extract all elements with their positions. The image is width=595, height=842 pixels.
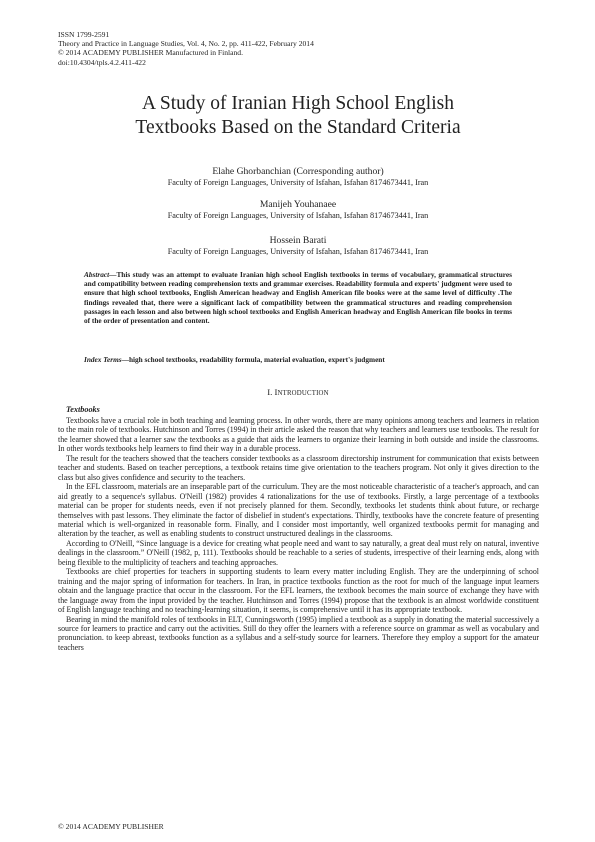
author-affiliation: Faculty of Foreign Languages, University of Isfahan, Isfahan 8174673441, Iran [167,210,429,220]
body-paragraph: In the EFL classroom, materials are an inseparable part of the curriculum. They are the most noticeable characteristic of a teacher's approach, and can aid greatly to a sequence's syllabus. O'Neill (1982) provides 4 rationalizations for the use of textbooks. Firstly, a large percentage of a textbooks material can be proper for students needs, even if not precisely planned for them. Secondly, textbooks let students think about future, or recharge themselves with past lessons. They eliminate the factor of disbelief in student's expectations. Thirdly, textbooks have the concrete feature of presenting material which is well-organized in reasonable form. Finally, and I consider most importantly, well organized textbooks permit for managing and alteration by the teacher, as well as enabling students to construct unstructured dealings in the classrooms. [58,482,539,539]
page-footer: © 2014 ACADEMY PUBLISHER [58,822,164,831]
body-paragraph: According to O'Neill, “Since language is a device for creating what people need and want to say naturally, a great deal must rely on natural, inventive dealings in the classroom.” O'Neill (1982, p, 111). Textbooks should be reachable to a series of students, irrespective of their learning ends, along with being flexible to the multiplicity of teachers and teaching approaches. [58,538,539,567]
body-text [58,416,539,652]
author-block-2 [58,199,538,221]
abstract-text: —This study was an attempt to evaluate Iranian high school English textbooks in terms of vocabulary, grammatical structures and compatibility between reading comprehension texts and grammar exercises. Readability formula and experts' judgment were used to ensure that high school textbooks, English American headway and English American file books were at the same level of difficulty .The findings revealed that, there were a significant lack of compatibility between the grammatical structures and reading comprehension passages in each lesson and also between high school textbooks and English American headway and English American file books in terms of the order of presentation and content. [84,270,512,326]
section-first-letter: I [274,387,278,397]
author-name: Elahe Ghorbanchian (Corresponding author) [212,166,384,177]
issn-line: ISSN 1799-2591 [58,30,110,39]
author-name: Hossein Barati [269,235,327,246]
author-block-3 [58,235,538,257]
section-numeral: I. [267,387,273,397]
abstract-label: Abstract [84,270,110,279]
journal-header [58,30,538,67]
title-line-1: A Study of Iranian High School English [142,93,454,114]
author-name: Manijeh Youhanaee [259,199,337,210]
paper-title [58,92,538,140]
doi-line: doi:10.4304/tpls.4.2.411-422 [58,57,146,67]
abstract [84,270,512,325]
body-paragraph: Textbooks have a crucial role in both teaching and learning process. In other words, there are many opinions among teachers and learners in relation to the main role of textbooks. Hutchinson and Torres (1994) in their article asked the reason that why teachers and learners use textbooks. The result for the learner showed that a learner saw the textbooks as a guide that aids the learners to organize their learning in both outside and inside the classrooms. In other words textbooks help learners to find their way in a durable process. [58,416,539,454]
author-block-1 [58,166,538,188]
section-rest: NTRODUCTION [277,390,329,397]
copyright-line: © 2014 ACADEMY PUBLISHER Manufactured in Finland. [58,48,243,58]
author-affiliation: Faculty of Foreign Languages, University of Isfahan, Isfahan 8174673441, Iran [167,177,429,187]
author-affiliation: Faculty of Foreign Languages, University of Isfahan, Isfahan 8174673441, Iran [167,246,429,256]
body-paragraph: The result for the teachers showed that the teachers consider textbooks as a classroom directorship instrument for communication that exists between teacher and students. Based on teacher perceptions, a textbook retains time give orientation to the teachers program. Not only it gives direction to the class but also gives confidence and security to the teachers. [58,453,539,482]
section-heading [58,387,538,399]
index-terms-label: Index Terms [84,355,122,364]
body-paragraph: Textbooks are chief properties for teachers in supporting students to learn every matter including English. They are the underpinning of school training and the major spring of information for teachers. In Iran, in practice textbooks function as the root for much of the language input learners obtain and the language practice that occur in the classroom. For the EFL learners, the textbook becomes the main source of exchange they have with the language away from the input provided by the teacher. Hutchinson and Torres (1994) propose that the textbook is an almost worldwide constituent of English language teaching and no teaching-learning situation, it seems, is comprehensive until it has its appropriate textbook. [58,567,539,615]
body-paragraph: Bearing in mind the manifold roles of textbooks in ELT, Cunningsworth (1995) implied a textbook as a supply in donating the material successively a source for learners to practice and carry out the activities. Still do they offer the learners with a reference source on grammar as well as vocabulary and pronunciation. to keep abreast, textbooks function as a syllabus and a self-study source for learners. Therefore they employ a support for the amateur teachers [58,614,539,652]
subsection-heading: Textbooks [66,405,100,414]
journal-citation: Theory and Practice in Language Studies, Vol. 4, No. 2, pp. 411-422, February 2014 [58,39,314,49]
index-terms [84,355,512,364]
title-line-2: Textbooks Based on the Standard Criteria [135,117,461,138]
index-terms-text: —high school textbooks, readability formula, material evaluation, expert's judgment [121,355,385,364]
